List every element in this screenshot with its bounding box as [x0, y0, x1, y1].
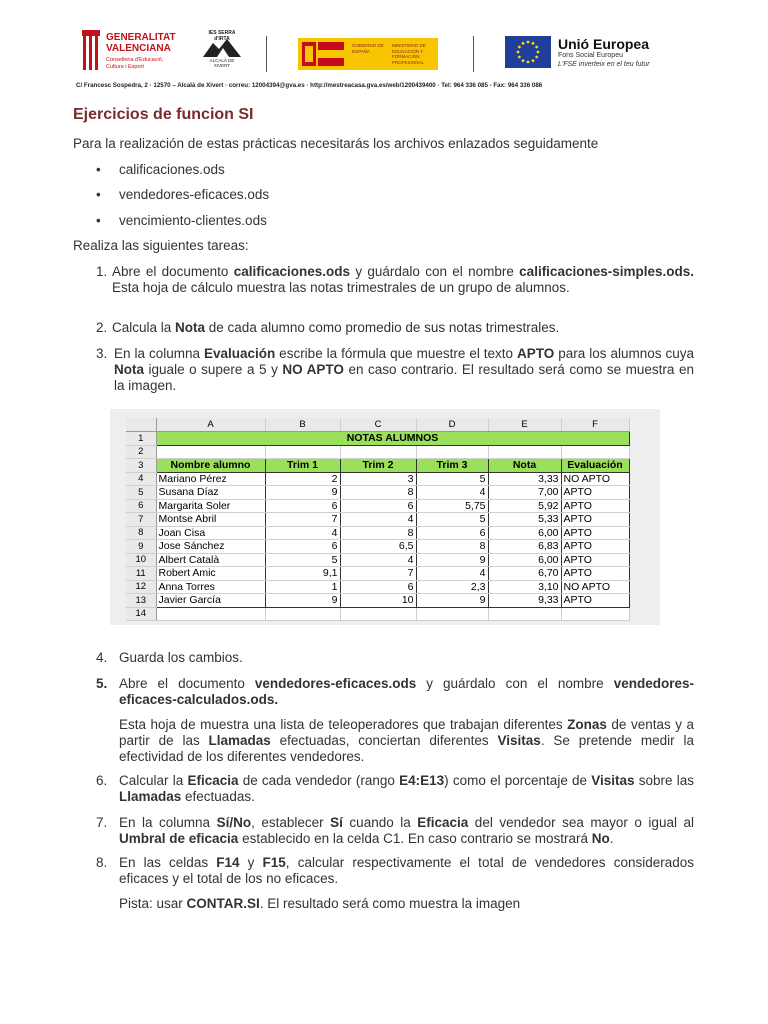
- row-header: 14: [126, 607, 156, 621]
- table-cell: Robert Amic: [156, 567, 265, 581]
- table-cell: 4: [416, 486, 488, 500]
- table-cell: NO APTO: [561, 472, 629, 486]
- table-cell: Joan Cisa: [156, 526, 265, 540]
- table-cell: APTO: [561, 499, 629, 513]
- header-cell: Trim 2: [340, 459, 416, 473]
- generalitat-conselleria: [106, 57, 163, 70]
- ies-logo: [203, 30, 241, 68]
- table-cell: 9: [265, 594, 340, 608]
- table-cell: 1: [265, 580, 340, 594]
- table-row: [126, 567, 629, 581]
- table-cell: 8: [340, 486, 416, 500]
- table-cell: APTO: [561, 513, 629, 527]
- table-cell: APTO: [561, 553, 629, 567]
- header-divider: [266, 36, 267, 72]
- table-row: [126, 513, 629, 527]
- table-cell: 6: [416, 526, 488, 540]
- table-row: [126, 445, 629, 459]
- task-number: 5.: [96, 676, 108, 691]
- table-cell: 6: [265, 540, 340, 554]
- column-header: D: [416, 418, 488, 432]
- row-header: 4: [126, 472, 156, 486]
- row-header: 12: [126, 580, 156, 594]
- row-header: 13: [126, 594, 156, 608]
- table-cell: 7: [265, 513, 340, 527]
- table-header-row: [126, 459, 629, 473]
- table-cell: 6,83: [488, 540, 561, 554]
- table-cell: Margarita Soler: [156, 499, 265, 513]
- header-cell: Evaluación: [561, 459, 629, 473]
- row-header: 1: [126, 432, 156, 446]
- task-2: Calcula la Nota de cada alumno como promedio de sus notas trimestrales.: [112, 320, 560, 335]
- ies-title: IES SERRA d'IRTA: [208, 30, 236, 42]
- table-cell: 6: [340, 580, 416, 594]
- table-cell: 9: [416, 594, 488, 608]
- table-cell: 9: [265, 486, 340, 500]
- table-cell: 4: [340, 553, 416, 567]
- column-header: F: [561, 418, 629, 432]
- file-item: vencimiento-clientes.ods: [119, 213, 267, 228]
- table-row: [126, 607, 629, 621]
- row-header: 8: [126, 526, 156, 540]
- file-item: calificaciones.ods: [119, 162, 225, 177]
- table-cell: 9,33: [488, 594, 561, 608]
- task-7: En la columna Sí/No, establecer Sí cuando la Eficacia del vendedor sea mayor o igual al Umbral de eficacia establecido en la celda C1. En caso contrario se mostrará No.: [119, 815, 694, 846]
- table-cell: 8: [416, 540, 488, 554]
- task-5-description: Esta hoja de muestra una lista de teleoperadores que trabajan diferentes Zonas de ventas y a partir de las Llamadas efectuadas, conciertan diferentes Visitas. Se pretende medir la efectividad de los diferentes vendedores.: [119, 717, 694, 764]
- table-cell: APTO: [561, 594, 629, 608]
- grades-table: [126, 418, 630, 621]
- task-number: 1.: [96, 264, 108, 279]
- task-1: Abre el documento calificaciones.ods y guárdalo con el nombre calificaciones-simples.ods. Esta hoja de cálculo muestra las notas trimestrales de un grupo de alumnos.: [112, 264, 694, 295]
- bullet-icon: •: [96, 187, 101, 202]
- task-8-hint: Pista: usar CONTAR.SI. El resultado será como muestra la imagen: [119, 896, 521, 911]
- column-header: B: [265, 418, 340, 432]
- header-cell: Nombre alumno: [156, 459, 265, 473]
- table-row: [126, 432, 629, 446]
- table-cell: 5: [265, 553, 340, 567]
- school-address: C/ Francesc Sospedra, 2 · 12570 – Alcalà de Xivert · correu: 12004394@gva.es · http://mestreacasa.gva.es/web/1200439400 · Tel: 964 336 085 - Fax: 964 336 086: [76, 82, 543, 89]
- task-number: 3.: [96, 346, 108, 361]
- table-cell: APTO: [561, 540, 629, 554]
- gobierno-text: GOBIERNO DE ESPAÑA: [352, 43, 384, 54]
- row-header: 9: [126, 540, 156, 554]
- intro-text: Para la realización de estas prácticas necesitarás los archivos enlazados seguidamente: [73, 136, 599, 151]
- generalitat-logo: [80, 28, 176, 76]
- bullet-icon: •: [96, 162, 101, 177]
- table-cell: 6: [340, 499, 416, 513]
- ministerio-text: MINISTERIO DE EDUCACIÓN Y FORMACIÓN PROFESIONAL: [392, 43, 426, 65]
- table-cell: 10: [340, 594, 416, 608]
- generalitat-name-line1: GENERALITAT: [106, 32, 176, 43]
- table-cell: Montse Abril: [156, 513, 265, 527]
- table-cell: Mariano Pérez: [156, 472, 265, 486]
- table-row: [126, 472, 629, 486]
- table-cell: APTO: [561, 567, 629, 581]
- table-cell: 3,33: [488, 472, 561, 486]
- conselleria-line2: Cultura i Esport: [106, 63, 144, 70]
- row-header: 10: [126, 553, 156, 567]
- header-cell: Nota: [488, 459, 561, 473]
- table-cell: 5,92: [488, 499, 561, 513]
- table-cell: 3: [340, 472, 416, 486]
- column-header: A: [156, 418, 265, 432]
- generalitat-name-line2: VALENCIANA: [106, 43, 171, 54]
- column-header: E: [488, 418, 561, 432]
- eu-slogan: L'FSE inverteix en el teu futur: [558, 61, 650, 68]
- eu-flag-icon: [505, 36, 551, 68]
- task-4: Guarda los cambios.: [119, 650, 243, 665]
- table-row: [126, 499, 629, 513]
- header-cell: Trim 1: [265, 459, 340, 473]
- header-cell: Trim 3: [416, 459, 488, 473]
- table-cell: 6,5: [340, 540, 416, 554]
- table-cell: 5: [416, 472, 488, 486]
- task-5: Abre el documento vendedores-eficaces.ods y guárdalo con el nombre vendedores-eficaces-calculados.ods.: [119, 676, 694, 707]
- bullet-icon: •: [96, 213, 101, 228]
- task-number: 6.: [96, 773, 108, 788]
- table-cell: 5: [416, 513, 488, 527]
- tasks-intro: Realiza las siguientes tareas:: [73, 238, 249, 253]
- row-header: 5: [126, 486, 156, 500]
- column-header: C: [340, 418, 416, 432]
- table-row: [126, 486, 629, 500]
- task-number: 7.: [96, 815, 108, 830]
- row-header: 3: [126, 459, 156, 473]
- row-header: 6: [126, 499, 156, 513]
- table-cell: 4: [416, 567, 488, 581]
- mountain-icon: [203, 37, 241, 57]
- task-6: Calcular la Eficacia de cada vendedor (rango E4:E13) como el porcentaje de Visitas sobre las Llamadas efectuadas.: [119, 773, 694, 804]
- table-cell: 7: [340, 567, 416, 581]
- table-cell: 9: [416, 553, 488, 567]
- ies-location: ALCALÀ DE XIVERT: [209, 58, 235, 68]
- table-row: [126, 594, 629, 608]
- table-cell: 5,75: [416, 499, 488, 513]
- task-number: 2.: [96, 320, 108, 335]
- row-header: 7: [126, 513, 156, 527]
- table-cell: 6,00: [488, 553, 561, 567]
- table-cell: 8: [340, 526, 416, 540]
- table-row: [126, 526, 629, 540]
- table-row: [126, 540, 629, 554]
- table-cell: APTO: [561, 526, 629, 540]
- table-cell: 6,00: [488, 526, 561, 540]
- file-item: vendedores-eficaces.ods: [119, 187, 270, 202]
- table-cell: 2,3: [416, 580, 488, 594]
- table-cell: APTO: [561, 486, 629, 500]
- table-cell: 2: [265, 472, 340, 486]
- table-cell: Albert Català: [156, 553, 265, 567]
- gobierno-logo: [298, 38, 438, 70]
- table-cell: 3,10: [488, 580, 561, 594]
- table-cell: Jose Sánchez: [156, 540, 265, 554]
- spreadsheet-screenshot: [110, 409, 660, 625]
- task-number: 8.: [96, 855, 108, 870]
- sheet-title: NOTAS ALUMNOS: [156, 432, 629, 446]
- row-header: 2: [126, 445, 156, 459]
- table-cell: Susana Díaz: [156, 486, 265, 500]
- table-cell: NO APTO: [561, 580, 629, 594]
- page-title: Ejercicios de funcion SI: [73, 106, 254, 123]
- eu-title: Unió Europea: [558, 36, 650, 52]
- generalitat-emblem-icon: [80, 28, 102, 74]
- task-3: En la columna Evaluación escribe la fórmula que muestre el texto APTO para los alumnos cuya Nota iguale o supere a 5 y NO APTO en caso contrario. El resultado será como se muestra en la imagen.: [114, 346, 694, 393]
- table-cell: 7,00: [488, 486, 561, 500]
- task-number: 4.: [96, 650, 108, 665]
- table-cell: Javier García: [156, 594, 265, 608]
- column-header-row: [126, 418, 629, 432]
- row-header: 11: [126, 567, 156, 581]
- table-cell: 5,33: [488, 513, 561, 527]
- table-cell: Anna Torres: [156, 580, 265, 594]
- table-cell: 4: [265, 526, 340, 540]
- table-row: [126, 580, 629, 594]
- table-cell: 6: [265, 499, 340, 513]
- table-cell: 9,1: [265, 567, 340, 581]
- table-cell: 4: [340, 513, 416, 527]
- generalitat-name: [106, 32, 176, 54]
- letterhead: [70, 18, 695, 94]
- header-divider: [473, 36, 474, 72]
- table-row: [126, 553, 629, 567]
- table-cell: 6,70: [488, 567, 561, 581]
- conselleria-line1: Conselleria d'Educació,: [106, 57, 164, 63]
- task-8: En las celdas F14 y F15, calcular respectivamente el total de vendedores considerados eficaces y el total de los no eficaces.: [119, 855, 694, 886]
- eu-fund: Fons Social Europeu: [558, 52, 623, 59]
